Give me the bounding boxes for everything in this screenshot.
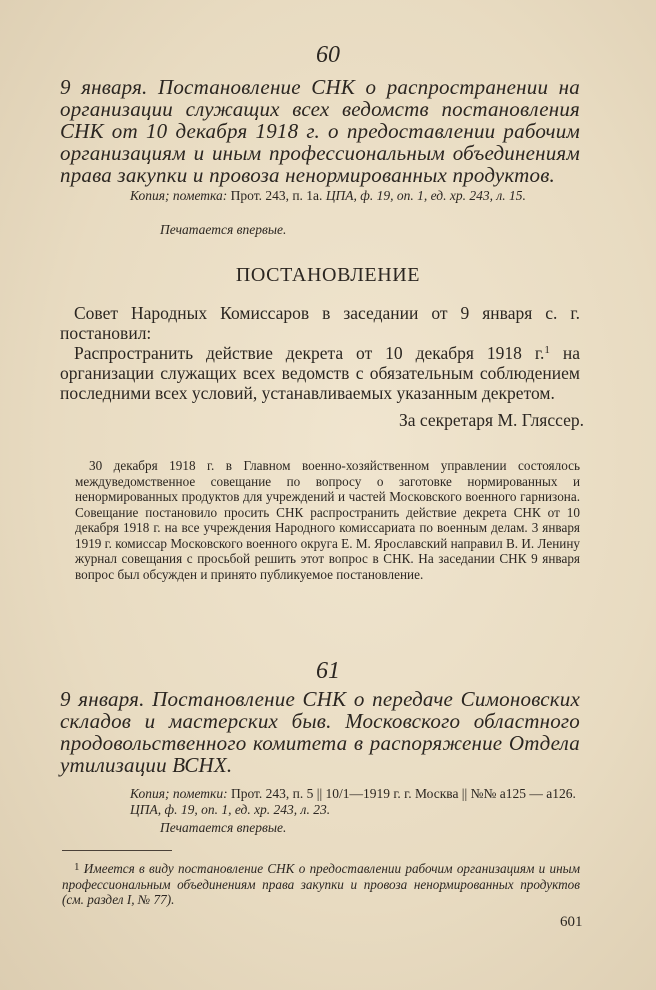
source-label: Копия; пометка: — [130, 188, 228, 203]
document-number-61: 61 — [316, 658, 340, 684]
footnote: $^1$ Имеется в виду постановление СНК о предоставлении рабочим организациям и иным профессиональным объединениям права закупки и провоза ненормированных продуктов (см. раздел I, № 77). — [62, 861, 581, 907]
resolution-title: ПОСТАНОВЛЕНИЕ — [235, 264, 421, 286]
signature: За секретаря М. Гляссер. — [398, 410, 584, 430]
published-note-61: Печатается впервые. — [160, 820, 287, 835]
document-number-60: 60 — [316, 42, 340, 68]
source-note-61: Копия; пометки: Прот. 243, п. 5 || 10/1—1919 г. г. Москва || №№ а125 — а126. ЦПА, ф. 19, оп. 1, ед. хр. 243, л. 23. — [130, 786, 576, 817]
footnote-ref: 1 — [544, 344, 550, 356]
published-note-60: Печатается впервые. — [160, 222, 287, 237]
source-archive: ЦПА, ф. 19, оп. 1, ед. хр. 243, л. 15. — [325, 188, 526, 203]
editorial-note: 30 декабря 1918 г. в Главном военно-хозяйственном управлении состоялось междуведомственное совещание по вопросу о заготовке нормированных и ненормированных продуктов для учреждений и частей Московского военного гарнизона. Совещание постановило просить СНК распространить действие декрета СНК от 10 декабря 1918 г. на все учреждения Народного комиссариата по военным делам. 3 января 1919 г. комиссар Московского военного округа Е. М. Ярославский направил В. И. Ленину журнал совещания с просьбой решить этот вопрос в СНК. На заседании СНК 9 января вопрос был обсужден и принято публикуемое постановление. — [75, 458, 580, 582]
page-number: 601 — [560, 914, 583, 930]
source-text: Прот. 243, п. 1а. — [230, 188, 323, 203]
source-note-60 — [130, 188, 580, 204]
document-heading-61: 9 января. Постановление СНК о передаче Симоновских складов и мастерских быв. Московского областного продовольственного комитета в распоряжение Отдела утилизации ВСНХ. — [60, 687, 580, 777]
resolution-paragraph-1: Совет Народных Комиссаров в заседании от 9 января с. г. постановил: — [60, 303, 580, 343]
document-heading-60: 9 января. Постановление СНК о распространении на организации служащих всех ведомств постановления СНК от 10 декабря 1918 г. о предоставлении рабочим организациям и иным профессиональным объединениям права закупки и провоза ненормированных продуктов. — [60, 75, 580, 187]
footnote-divider — [62, 850, 172, 851]
resolution-paragraph-2: Распространить действие декрета от 10 декабря 1918 г.$^1$ на организации служащих всех ведомств с обязательным соблюдением последними всех условий, устанавливаемых указанным декретом. — [60, 343, 580, 403]
